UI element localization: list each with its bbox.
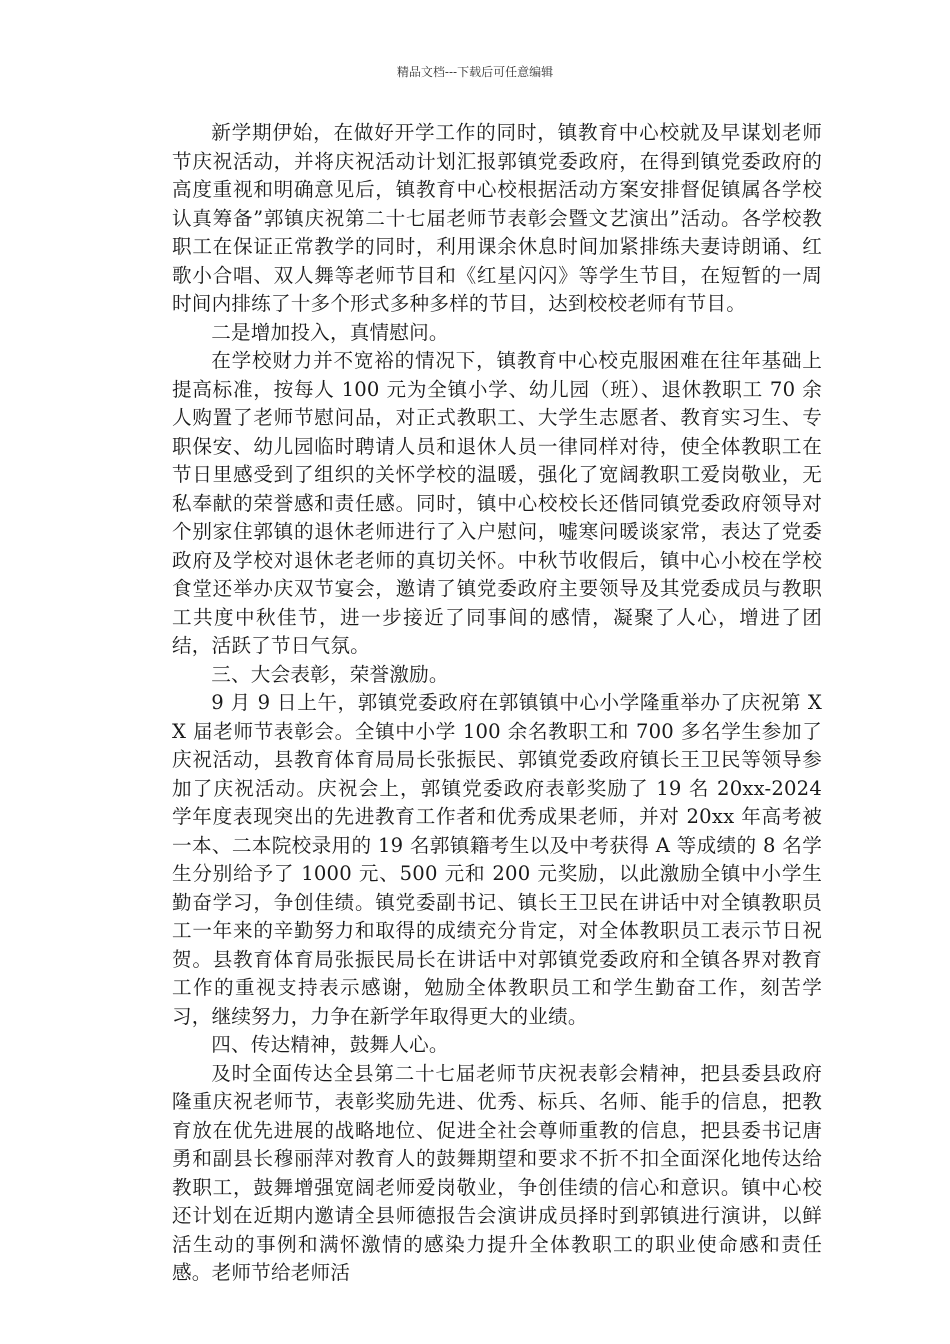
document-body <box>172 119 822 1288</box>
paragraph-investment: 在学校财力并不宽裕的情况下，镇教育中心校克服困难在往年基础上提高标准，按每人 100 元为全镇小学、幼儿园（班）、退休教职工 70 余人购置了老师节慰问品，对正式教职工、大学生志愿者、教育实习生、专职保安、幼儿园临时聘请人员和退休人员一律同样对待，使全体教职工在节日里感受到了组织的关怀学校的温暖，强化了宽阔教职工爱岗敬业，无私奉献的荣誉感和责任感。同时，镇中心校校长还偕同镇党委政府领导对个别家住郭镇的退休老师进行了入户慰问，嘘寒问暖谈家常，表达了党委政府及学校对退休老老师的真切关怀。中秋节收假后，镇中心小校在学校食堂还举办庆双节宴会，邀请了镇党委政府主要领导及其党委成员与教职工共度中秋佳节，进一步接近了同事间的感情，凝聚了人心，增进了团结，活跃了节日气氛。 <box>172 349 822 657</box>
section-heading-spirit: 四、传达精神，鼓舞人心。 <box>211 1033 449 1056</box>
section-heading-investment: 二是增加投入，真情慰问。 <box>211 320 449 344</box>
paragraph-spirit: 及时全面传达全县第二十七届老师节庆祝表彰会精神，把县委县政府隆重庆祝老师节，表彰奖励先进、优秀、标兵、名师、能手的信息，把教育放在优先进展的战略地位、促进全社会尊师重教的信息，把县委书记唐勇和副县长穆丽萍对教育人的鼓舞期望和要求不折不扣全面深化地传达给教职工，鼓舞增强宽阔老师爱岗敬业，争创佳绩的信心和意识。镇中心校还计划在近期内邀请全县师德报告会演讲成员择时到郭镇进行演讲，以鲜活生动的事例和满怀激情的感染力提升全体教职工的职业使命感和责任感。老师节给老师活 <box>172 1061 822 1284</box>
page-header: 精品文档---下载后可任意编辑 <box>396 65 554 79</box>
paragraph-activity-planning: 新学期伊始，在做好开学工作的同时，镇教育中心校就及早谋划老师节庆祝活动，并将庆祝活动计划汇报郭镇党委政府，在得到镇党委政府的高度重视和明确意见后，镇教育中心校根据活动方案安排督促镇属各学校认真筹备”郭镇庆祝第二十七届老师节表彰会暨文艺演出”活动。各学校教职工在保证正常教学的同时，利用课余休息时间加紧排练夫妻诗朗诵、红歌小合唱、双人舞等老师节目和《红星闪闪》等学生节目，在短暂的一周时间内排练了十多个形式多种多样的节目，达到校校老师有节目。 <box>172 121 822 315</box>
section-heading-commendation: 三、大会表彰，荣誉激励。 <box>211 662 449 686</box>
paragraph-commendation: 9 月 9 日上午，郭镇党委政府在郭镇镇中心小学隆重举办了庆祝第 XX 届老师节表彰会。全镇中小学 100 余名教职工和 700 多名学生参加了庆祝活动，县教育体育局局长张振民、郭镇党委政府镇长王卫民等领导参加了庆祝活动。庆祝会上，郭镇党委政府表彰奖励了 19 名 20xx-2024 学年度表现突出的先进教育工作者和优秀成果老师，并对 20xx 年高考被一本、二本院校录用的 19 名郭镇籍考生以及中考获得 A 等成绩的 8 名学生分别给予了 1000 元、500 元和 200 元奖励，以此激励全镇中小学生勤奋学习，争创佳绩。镇党委副书记、镇长王卫民在讲话中对全镇教职员工一年来的辛勤努力和取得的成绩充分肯定，对全体教职员工表示节日祝贺。县教育体育局张振民局长在讲话中对郭镇党委政府和全镇各界对教育工作的重视支持表示感谢，勉励全体教职员工和学生勤奋工作，刻苦学习，继续努力，力争在新学年取得更大的业绩。 <box>172 691 822 1028</box>
